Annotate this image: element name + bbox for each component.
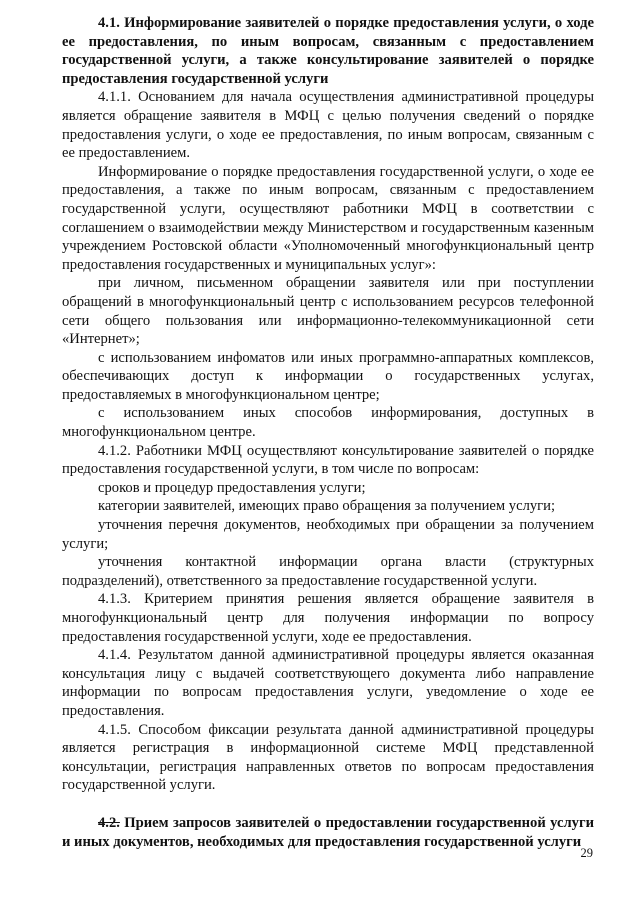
section-heading-4-2-text: Прием запросов заявителей о предоставлении государственной услуги и иных документов, необходимых для предоставления государственной услуги	[62, 814, 594, 850]
paragraph-4-1-3: 4.1.3. Критерием принятия решения является обращение заявителя в многофункциональный центр для получения информации по вопросу предоставления государственной услуги, ходе ее предоставления.	[62, 591, 594, 645]
paragraph-4-1-5: 4.1.5. Способом фиксации результата данной административной процедуры является регистрация в информационной системе МФЦ представленной консультации, регистрация направленных ответов по вопросам предоставления государственной услуги.	[62, 721, 594, 794]
paragraph-4-1-1: 4.1.1. Основанием для начала осуществления административной процедуры является обращение заявителя в МФЦ с целью получения сведений о порядке предоставления услуги, о ходе ее предоставления, по иным вопросам, связанным с ее предоставлением.	[62, 89, 594, 162]
page-number: 29	[580, 846, 593, 861]
list-item-personal-appeal: при личном, письменном обращении заявителя или при поступлении обращений в многофункциональный центр с использованием ресурсов телефонной сети общего пользования или информационно-телекоммуникационной сети «Интернет»;	[62, 275, 594, 348]
list-item-contacts: уточнения контактной информации органа власти (структурных подразделений), ответственного за предоставление государственной услуги.	[62, 554, 594, 589]
list-item-infomats: с использованием инфоматов или иных программно-аппаратных комплексов, обеспечивающих доступ к информации о государственных услугах, предоставляемых в многофункциональном центре;	[62, 349, 594, 403]
paragraph-4-1-2: 4.1.2. Работники МФЦ осуществляют консультирование заявителей о порядке предоставления государственной услуги, в том числе по вопросам:	[62, 442, 594, 478]
list-item-documents: уточнения перечня документов, необходимых при обращении за получением услуги;	[62, 517, 594, 552]
section-spacer	[62, 795, 594, 814]
list-item-terms: сроков и процедур предоставления услуги;	[98, 479, 366, 496]
paragraph-informing: Информирование о порядке предоставления государственной услуги, о ходе ее предоставления, а также по иным вопросам, связанным с предоставлением государственной услуги, осуществляют работники МФЦ в соответствии с соглашением о взаимодействии между Министерством и государственным казенным учреждением Ростовской области «Уполномоченный многофункциональный центр предоставления государственных и муниципальных услуг»:	[62, 163, 594, 273]
section-heading-4-1: 4.1. Информирование заявителей о порядке предоставления услуги, о ходе ее предоставления, по иным вопросам, связанным с предоставлением государственной услуги, а также консультирование заявителей о порядке предоставления государственной услуги	[62, 15, 594, 87]
section-number-4-2: 4.2.	[98, 814, 120, 831]
list-item-categories: категории заявителей, имеющих право обращения за получением услуги;	[98, 498, 556, 515]
list-item-other-methods: с использованием иных способов информирования, доступных в многофункциональном центре.	[62, 405, 594, 441]
paragraph-4-1-4: 4.1.4. Результатом данной административной процедуры является оказанная консультация лицу с выдачей соответствующего документа либо направление информации по вопросам предоставления услуги, уведомление о ходе ее предоставления.	[62, 647, 594, 719]
section-heading-4-2	[62, 814, 594, 851]
